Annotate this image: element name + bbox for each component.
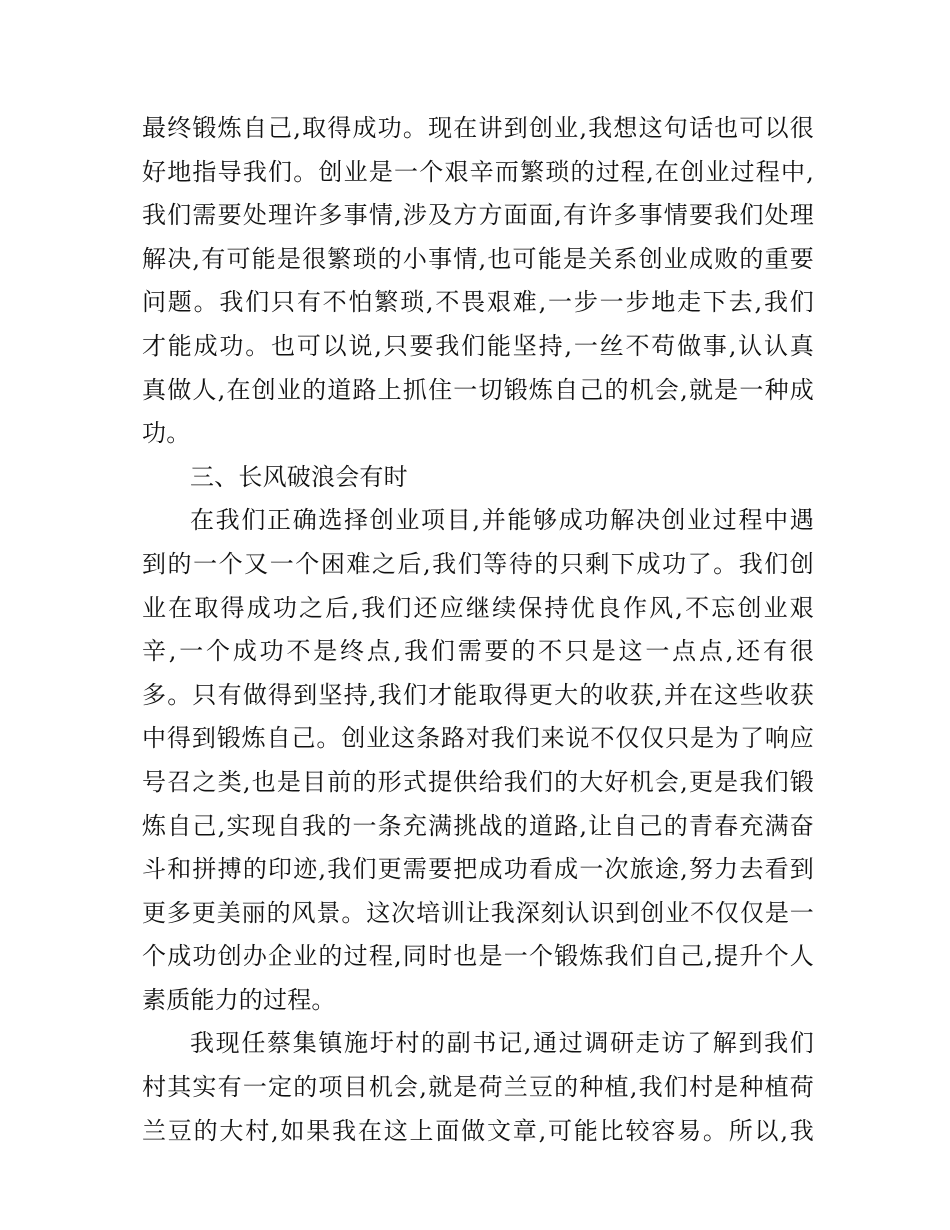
text-line: 个成功创办企业的过程,同时也是一个锻炼我们自己,提升个人 — [142, 942, 814, 971]
text-line: 在我们正确选择创业项目,并能够成功解决创业过程中遇 — [190, 506, 814, 535]
text-line: 解决,有可能是很繁琐的小事情,也可能是关系创业成败的重要 — [142, 244, 814, 273]
text-line: 炼自己,实现自我的一条充满挑战的道路,让自己的青春充满奋 — [142, 811, 814, 840]
text-line: 更多更美丽的风景。这次培训让我深刻认识到创业不仅仅是一 — [142, 898, 814, 927]
text-line: 我们需要处理许多事情,涉及方方面面,有许多事情要我们处理 — [142, 201, 814, 230]
text-line: 中得到锻炼自己。创业这条路对我们来说不仅仅只是为了响应 — [142, 724, 814, 753]
document-body — [142, 107, 814, 1153]
text-line: 好地指导我们。创业是一个艰辛而繁琐的过程,在创业过程中, — [142, 157, 814, 186]
text-line: 辛,一个成功不是终点,我们需要的不只是这一点点,还有很 — [142, 637, 814, 666]
text-line: 最终锻炼自己,取得成功。现在讲到创业,我想这句话也可以很 — [142, 114, 814, 142]
text-line: 素质能力的过程。 — [142, 985, 336, 1014]
text-line: 多。只有做得到坚持,我们才能取得更大的收获,并在这些收获 — [142, 680, 814, 709]
text-line: 才能成功。也可以说,只要我们能坚持,一丝不苟做事,认认真 — [142, 331, 814, 360]
text-line: 号召之类,也是目前的形式提供给我们的大好机会,更是我们锻 — [142, 767, 814, 796]
text-line: 村其实有一定的项目机会,就是荷兰豆的种植,我们村是种植荷 — [142, 1073, 814, 1102]
text-line: 斗和拼搏的印迹,我们更需要把成功看成一次旅途,努力去看到 — [142, 855, 814, 884]
text-line: 我现任蔡集镇施圩村的副书记,通过调研走访了解到我们 — [190, 1029, 814, 1058]
text-line: 兰豆的大村,如果我在这上面做文章,可能比较容易。所以,我 — [142, 1116, 814, 1145]
text-line: 业在取得成功之后,我们还应继续保持优良作风,不忘创业艰 — [142, 593, 814, 622]
text-line: 功。 — [142, 419, 191, 448]
text-line: 到的一个又一个困难之后,我们等待的只剩下成功了。我们创 — [142, 549, 814, 578]
text-line: 三、长风破浪会有时 — [190, 462, 408, 491]
text-line: 真做人,在创业的道路上抓住一切锻炼自己的机会,就是一种成 — [142, 375, 814, 404]
text-line: 问题。我们只有不怕繁琐,不畏艰难,一步一步地走下去,我们 — [142, 288, 814, 317]
